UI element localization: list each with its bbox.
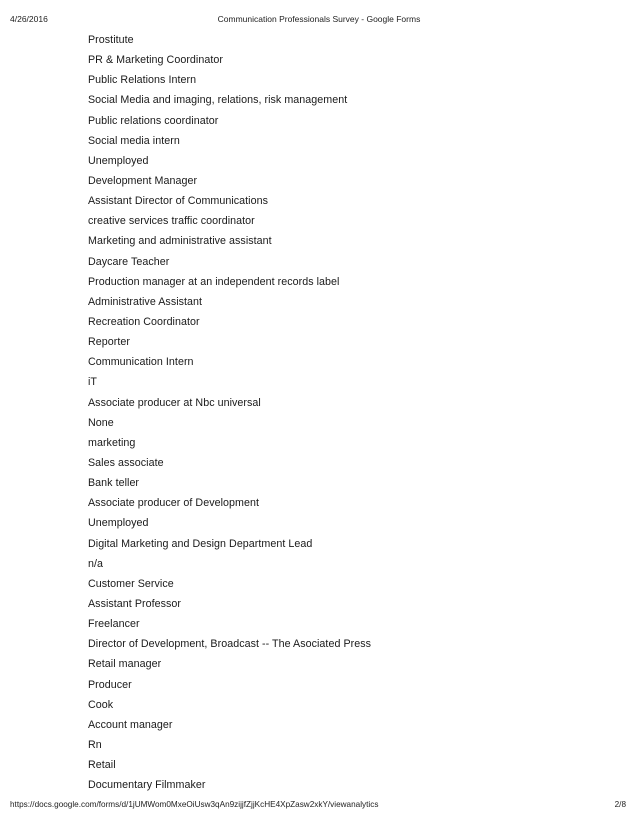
response-item: iT bbox=[88, 376, 98, 389]
response-item: Social Media and imaging, relations, risk management bbox=[88, 94, 348, 107]
response-item: None bbox=[88, 416, 114, 429]
response-item: Public relations coordinator bbox=[88, 114, 219, 127]
response-list bbox=[88, 32, 371, 797]
source-url: https://docs.google.com/forms/d/1jUMWom0MxeOiUsw3qAn9zijjfZjjKcHE4XpZasw2xkY/viewanalytics bbox=[10, 800, 379, 809]
response-item: Producer bbox=[88, 678, 132, 691]
response-item: n/a bbox=[88, 557, 104, 570]
response-item: Retail manager bbox=[88, 658, 162, 671]
response-item: Assistant Professor bbox=[88, 597, 182, 610]
response-item: Associate producer at Nbc universal bbox=[88, 396, 261, 409]
response-item: Recreation Coordinator bbox=[88, 315, 200, 328]
print-date: 4/26/2016 bbox=[10, 14, 48, 24]
response-item: Public Relations Intern bbox=[88, 74, 197, 87]
response-item: Retail bbox=[88, 759, 116, 772]
response-item: creative services traffic coordinator bbox=[88, 215, 255, 228]
response-item: Freelancer bbox=[88, 618, 140, 631]
response-item: Account manager bbox=[88, 718, 173, 731]
response-item: Associate producer of Development bbox=[88, 497, 259, 510]
page-footer bbox=[0, 800, 638, 818]
response-item: Sales associate bbox=[88, 456, 164, 469]
response-item: Communication Intern bbox=[88, 356, 194, 369]
response-item: Customer Service bbox=[88, 577, 174, 590]
response-item: Unemployed bbox=[88, 517, 149, 530]
response-item: Administrative Assistant bbox=[88, 295, 203, 308]
response-item: PR & Marketing Coordinator bbox=[88, 54, 223, 67]
response-item: Documentary Filmmaker bbox=[88, 779, 206, 792]
response-item: Director of Development, Broadcast -- The Asociated Press bbox=[88, 638, 372, 651]
response-item: marketing bbox=[88, 436, 136, 449]
response-item: Prostitute bbox=[88, 34, 134, 46]
page-number: 2/8 bbox=[614, 800, 626, 809]
response-item: Rn bbox=[88, 738, 102, 751]
response-item: Daycare Teacher bbox=[88, 255, 170, 268]
response-item: Marketing and administrative assistant bbox=[88, 235, 272, 248]
response-item: Development Manager bbox=[88, 174, 198, 187]
response-item: Cook bbox=[88, 698, 114, 711]
response-item: Social media intern bbox=[88, 134, 180, 147]
response-item: Assistant Director of Communications bbox=[88, 195, 268, 208]
response-item: Unemployed bbox=[88, 154, 149, 167]
response-item: Reporter bbox=[88, 336, 130, 349]
response-item: Production manager at an independent records label bbox=[88, 275, 340, 288]
response-item: Bank teller bbox=[88, 477, 140, 490]
response-item: Digital Marketing and Design Department Lead bbox=[88, 537, 313, 550]
document-title: Communication Professionals Survey - Google Forms bbox=[217, 14, 421, 24]
page-header bbox=[0, 0, 638, 24]
